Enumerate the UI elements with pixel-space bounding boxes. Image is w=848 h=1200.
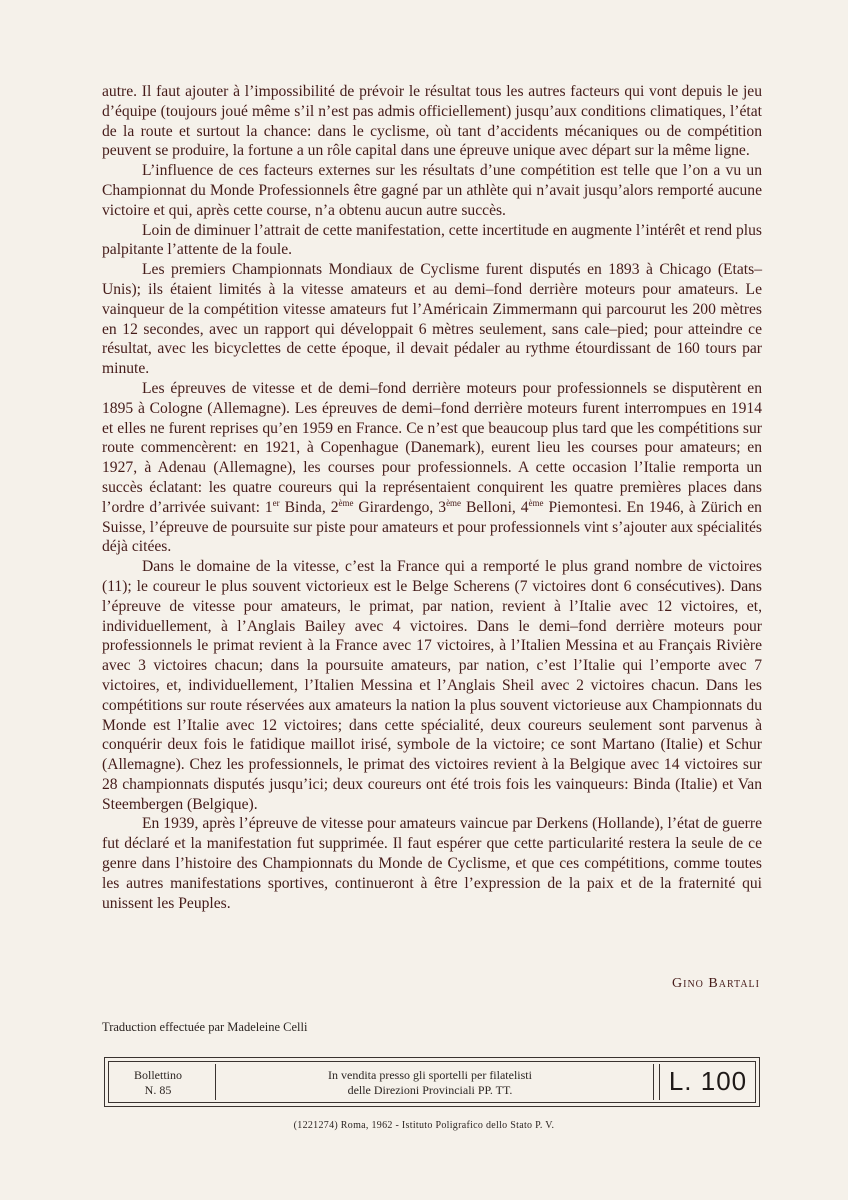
- ordinal-suffix: ème: [528, 497, 544, 508]
- paragraph-7: En 1939, après l’épreuve de vitesse pour amateurs vaincue par Derkens (Hollande), l’état de guerre fut déclaré et la manifestation fut supprimée. Il faut espérer que cette particularité restera la seule de ce genre dans l’histoire des Championnats du Monde de Cyclisme, et que ces compétitions, comme toutes les autres manifestations sportives, continueront à être l’expression de la paix et de la fraternité qui unissent les Peuples.: [102, 815, 762, 912]
- printer-imprint: (1221274) Roma, 1962 - Istituto Poligrafico dello Stato P. V.: [293, 1120, 555, 1131]
- ordinal-suffix: ème: [338, 497, 354, 508]
- box-divider: [659, 1064, 660, 1100]
- paragraph-1: autre. Il faut ajouter à l’impossibilité de prévoir le résultat tous les autres facteurs qui vont depuis le jeu d’équipe (toujours joué même s’il n’est pas admis officiellement) jusqu’aux conditions climatiques, l’état de la route et surtout la chance: dans le cyclisme, où tant d’accidents mécaniques ou de compétition peuvent se produire, la fortune a un rôle capital dans une épreuve unique avec départ sur la même ligne.: [102, 83, 762, 160]
- sale-notice-line-1: In vendita presso gli sportelli per filatelisti: [328, 1068, 532, 1082]
- paragraph-5: Les épreuves de vitesse et de demi–fond derrière moteurs pour professionnels se disputèrent en 1895 à Cologne (Allemagne). Les épreuves de demi–fond derrière moteurs furent interrompues en 1914 et elles ne furent reprises qu’en 1959 en France. Ce n’est que beaucoup plus tard que les compétitions sur route commencèrent: en 1921, à Copenhague (Danemark), eurent lieu les courses pour amateurs; en 1927, à Adenau (Allemagne), les courses pour professionnels. A cette occasion l’Italie remporta un succès éclatant: les quatre coureurs qui la représentaient conquirent les quatre premières places dans l’ordre d’arrivée suivant: 1er Binda, 2ème Girardengo, 3ème Belloni, 4ème Piemontesi. En 1946, à Zürich en Suisse, l’épreuve de poursuite sur piste pour amateurs et pour professionnels vint s’ajouter aux spécialités déjà citées.: [102, 379, 762, 556]
- box-divider: [653, 1064, 654, 1100]
- box-divider: [215, 1064, 216, 1100]
- bulletin-label: Bollettino: [134, 1068, 182, 1082]
- paragraph-3: Loin de diminuer l’attrait de cette manifestation, cette incertitude en augmente l’intérêt et rend plus palpitante l’attente de la foule.: [102, 221, 762, 259]
- price-label: L. 100: [668, 1066, 748, 1096]
- translation-credit: Traduction effectuée par Madeleine Celli: [102, 1020, 308, 1034]
- paragraph-4: Les premiers Championnats Mondiaux de Cyclisme furent disputés en 1893 à Chicago (Etats–Unis); ils étaient limités à la vitesse amateurs et au demi–fond derrière moteurs pour amateurs. Le vainqueur de la compétition vitesse amateurs fut l’Américain Zimmermann qui parcourut les 200 mètres en 12 secondes, avec un rapport qui développait 6 mètres seulement, sans cale–pied; pour atteindre ce résultat, avec les bicyclettes de cette époque, il devait pédaler au rythme étourdissant de 160 tours par minute.: [102, 261, 762, 378]
- bulletin-number: [113, 1068, 203, 1098]
- sale-info-box: [104, 1057, 760, 1107]
- article-body: [102, 82, 762, 913]
- ordinal-suffix: ème: [446, 497, 462, 508]
- sale-notice: [225, 1068, 635, 1098]
- author-signature: Gino Bartali: [672, 976, 760, 991]
- ordinal-suffix: er: [272, 497, 280, 508]
- bulletin-issue: N. 85: [144, 1083, 172, 1097]
- paragraph-6: Dans le domaine de la vitesse, c’est la France qui a remporté le plus grand nombre de victoires (11); le coureur le plus souvent victorieux est le Belge Scherens (7 victoires dont 6 consécutives). Dans l’épreuve de vitesse pour amateurs, le primat, par nation, revient à l’Italie avec 12 victoires, et, individuellement, à l’Anglais Bailey avec 4 victoires. Dans le demi–fond derrière moteurs pour professionnels le primat revient à la France avec 17 victoires, à l’Italien Messina et au Français Rivière avec 3 victoires chacun; dans la poursuite amateurs, par nation, c’est l’Italie qui l’emporte avec 7 victoires, et, individuellement, l’Italien Messina et l’Anglais Sheil avec 2 victoires chacun. Dans les compétitions sur route réservées aux amateurs la nation la plus souvent victorieuse aux Championnats du Monde est l’Italie avec 12 victoires; dans cette spécialité, deux coureurs seulement sont parvenus à conquérir deux fois le fatidique maillot irisé, symbole de la victoire; ce sont Martano (Italie) et Schur (Allemagne). Chez les professionnels, le primat des victoires revient à la Belgique avec 14 victoires sur 28 championnats disputés jusqu’ici; deux coureurs ont été trois fois les vainqueurs: Binda (Italie) et Van Steembergen (Belgique).: [102, 558, 762, 813]
- sale-notice-line-2: delle Direzioni Provinciali PP. TT.: [347, 1083, 513, 1097]
- paragraph-2: L’influence de ces facteurs externes sur les résultats d’une compétition est telle que l’on a vu un Championnat du Monde Professionnels être gagné par un athlète qui n’avait jusqu’alors remporté aucune victoire et qui, après cette course, n’a obtenu aucun autre succès.: [102, 162, 762, 219]
